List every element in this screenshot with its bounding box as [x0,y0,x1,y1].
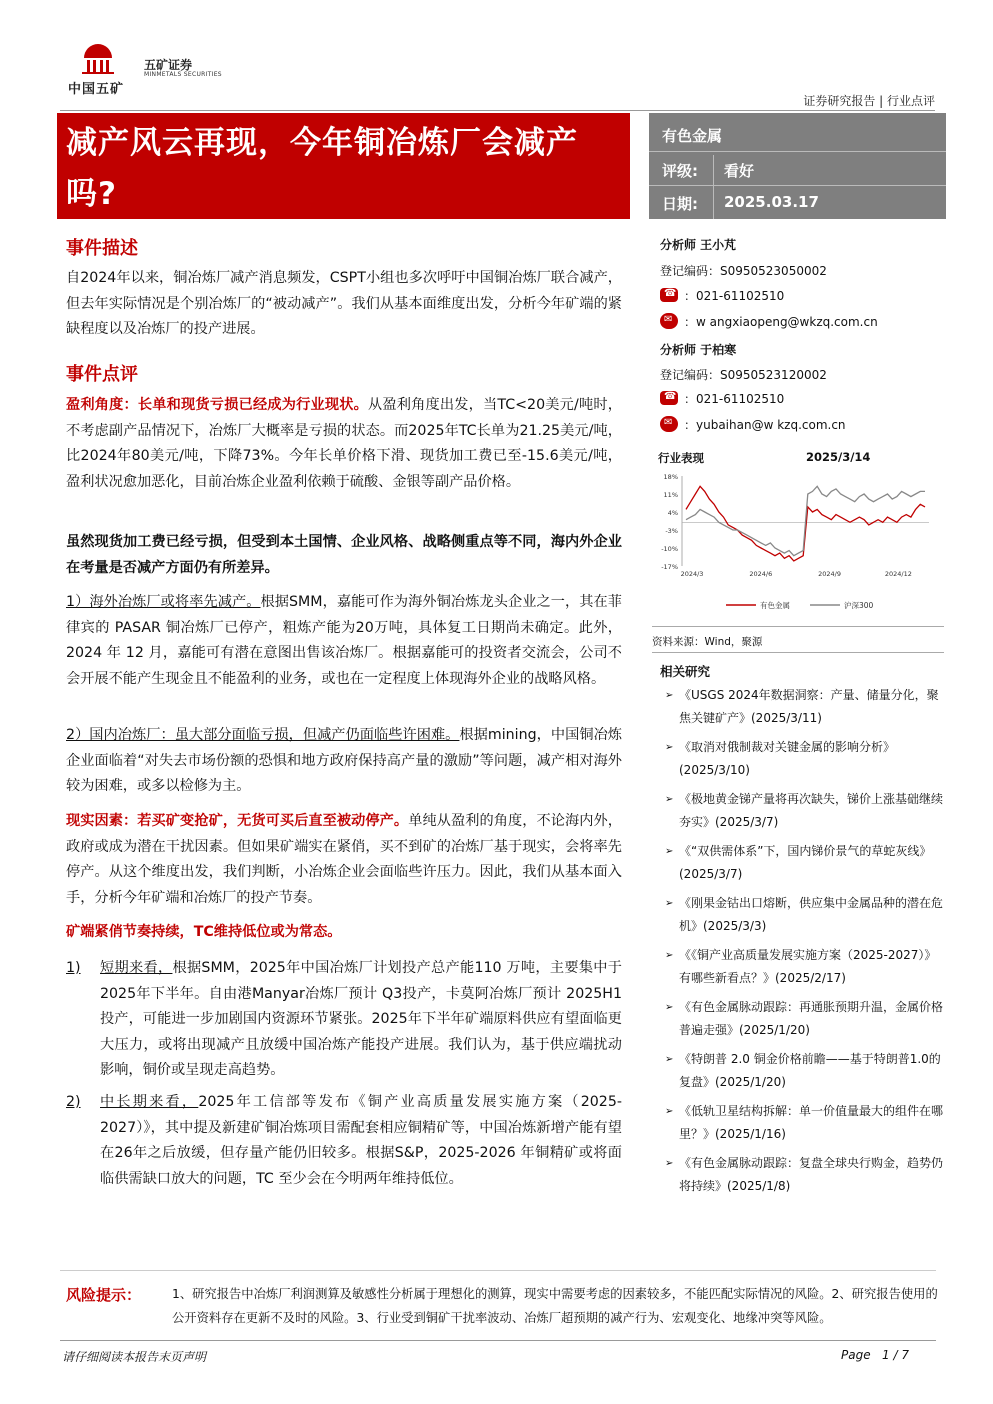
y-tick-label: -3% [665,527,678,535]
arrow-icon: ➢ [665,846,674,857]
related-item[interactable] [665,1152,945,1198]
domestic-heading: 2）国内冶炼厂：虽大部分面临亏损，但减产仍面临些许困难。 [66,727,460,743]
y-tick-label: -17% [661,563,678,571]
y-tick-label: 4% [667,509,678,517]
y-tick-label: 18% [663,473,678,481]
mine-tight-heading: 矿端紧俏节奏持续，TC维持低位或为常态。 [66,924,342,940]
difference-paragraph: 虽然现货加工费已经亏损，但受到本土国情、企业风格、战略侧重点等不同，海内外企业在考量是否减产方面仍有所差异。 [66,534,622,576]
overseas-text: 根据SMM，嘉能可作为海外铜冶炼龙头企业之一，其在菲律宾的 PASAR 铜冶炼厂已停产，粗炼产能为20万吨，具体复工日期尚未确定。此外，2024 年 12 月，嘉能可有潜在意图出售该冶炼厂。根据嘉能可的投资者交流会，公司不会开展不能产生现金且不能盈利的业务，或也在一定程度上体现海外企业的战略风格。 [66,594,622,687]
analyst-1-reg: 登记编码：S0950523050002 [660,264,827,278]
arrow-icon: ➢ [665,1106,674,1117]
domestic-text: 根据mining，中国铜冶炼企业面临着“对失去市场份额的恐惧和地方政府保持高产量的激励”等问题，减产相对海外较为困难，或多以检修为主。 [66,727,622,794]
related-item-text: 《USGS 2024年数据洞察：产量、储量分化，聚焦关键矿产》(2025/3/11) [679,688,939,725]
series-line-1 [686,486,925,555]
related-item-text: 《取消对俄制裁对关键金属的影响分析》(2025/3/10) [679,740,896,777]
reality-heading: 现实因素：若买矿变抢矿，无货可买后直至被动停产。 [66,813,409,829]
event-desc-heading: 事件描述 [66,238,138,259]
event-comment-heading: 事件点评 [66,364,138,385]
long-term-heading: 中长期来看， [100,1094,199,1110]
related-research-heading: 相关研究 [660,664,711,679]
analyst-1-email[interactable]: ：w angxiaopeng@wkzq.com.cn [684,315,878,329]
related-item[interactable] [665,840,945,886]
logo-cn-text: 中国五矿 [68,82,125,97]
arrow-icon: ➢ [665,1158,674,1169]
legend-label: 沪深300 [844,601,874,610]
x-tick-label: 2024/6 [749,570,773,578]
legend-label: 有色金属 [760,601,790,610]
related-item[interactable] [665,1048,945,1094]
reality-paragraph [66,809,622,911]
page-count: 1 / 7 [882,1348,909,1362]
broker-en-text: MINMETALS SECURITIES [144,71,222,78]
analyst-1-phone: ：021-61102510 [684,289,785,303]
arrow-icon: ➢ [665,742,674,753]
x-tick-label: 2024/3 [680,570,704,578]
rating-divider [649,151,946,152]
phone-icon [660,391,678,405]
chart-bottom-divider [652,626,944,627]
short-term-heading: 短期来看， [100,960,173,976]
arrow-icon: ➢ [665,1002,674,1013]
footer-disclaimer: 请仔细阅读本报告末页声明 [62,1350,207,1364]
related-item[interactable] [665,736,945,782]
related-item[interactable] [665,892,945,938]
chart-svg [654,446,939,616]
related-item[interactable] [665,788,945,834]
related-item-text: 《刚果金钴出口熔断，供应集中金属品种的潜在危机》(2025/3/3) [679,896,944,933]
chart-date: 2025/3/14 [806,450,871,464]
x-tick-label: 2024/12 [884,570,912,578]
related-item-text: 《低轨卫星结构拆解：单一价值量最大的组件在哪里？》(2025/1/16) [679,1104,944,1141]
related-item-text: 《“双供需体系”下，国内锑价景气的草蛇灰线》(2025/3/7) [679,844,932,881]
profit-text: 从盈利角度出发，当TC<20美元/吨时，不考虑副产品情况下，冶炼厂大概率是亏损的状态。而2025年TC长单为21.25美元/吨，比2024年80美元/吨，下降73%。今年长单价格下滑、现货加工费已至-15.6美元/吨，盈利状况愈加恶化，目前冶炼企业盈利依赖于硫酸、金银等副产品价格。 [66,397,622,490]
profit-paragraph [66,393,622,495]
short-term-num: 1) [66,960,81,976]
footer-divider [60,1340,936,1341]
header-divider [60,110,935,111]
chart-title: 行业表现 [658,451,704,465]
analyst-2-phone: ：021-61102510 [684,392,785,406]
risk-text: 1、研究报告中冶炼厂利润测算及敏感性分析属于理想化的测算，现实中需要考虑的因素较多，不能匹配实际情况的风险。2、研究报告使用的公开资料存在更新不及时的风险。3、行业受到铜矿干扰率波动、冶炼厂超预期的减产行为、宏观变化、地缘冲突等风险。 [172,1287,938,1325]
date-value: 2025.03.17 [724,193,819,211]
related-item-text: 《极地黄金锑产量将再次缺失，锑价上涨基础继续夯实》(2025/3/7) [679,792,944,829]
page-title: 减产风云再现，今年铜冶炼厂会减产吗? [66,125,578,212]
source-divider [652,652,944,653]
related-item[interactable] [665,684,945,730]
analyst-1-name: 分析师 王小芃 [660,238,737,252]
related-item-text: 《有色金属脉动跟踪：复盘全球央行购金，趋势仍将持续》(2025/1/8) [679,1156,944,1193]
arrow-icon: ➢ [665,1054,674,1065]
arrow-icon: ➢ [665,690,674,701]
x-tick-label: 2024/9 [818,570,842,578]
related-item-text: 《有色金属脉动跟踪：再通胀预期升温，金属价格普遍走强》(2025/1/20) [679,1000,944,1037]
page-label: Page [841,1348,871,1362]
long-term-text: 2025年工信部等发布《铜产业高质量发展实施方案（2025-2027）》，其中提及新建矿铜冶炼项目需配套相应铜精矿等，中国冶炼新增产能有望在26年之后放缓，但存量产能仍旧较多。根据S&P，2025-2026 年铜精矿或将面临供需缺口放大的问题，TC 至少会在今明两年维持低位。 [100,1094,622,1187]
date-divider [649,185,946,186]
overseas-heading: 1）海外冶炼厂或将率先减产。 [66,594,261,610]
y-tick-label: 11% [663,491,678,499]
y-tick-label: -10% [661,545,678,553]
domestic-paragraph [66,723,622,800]
related-item[interactable] [665,1100,945,1146]
minmetals-emblem-icon [76,40,146,80]
short-term-text: 根据SMM，2025年中国冶炼厂计划投产总产能110 万吨，主要集中于2025年下半年。自由港Manyar冶炼厂预计 Q3投产，卡莫阿冶炼厂预计 2025H1 投产，可能进一步加剧国内资源环节紧张。2025年下半年矿端原料供应有望面临更大压力，或将出现减产且放缓中国冶炼产能投产进展。我们认为，基于供应端扰动影响，铜价或呈现走高趋势。 [100,960,622,1078]
risk-divider [60,1270,936,1271]
sector-label: 有色金属 [662,127,723,145]
rating-value: 看好 [724,162,755,180]
date-label: 日期: [662,195,698,213]
industry-performance-chart [654,446,939,616]
analyst-2-name: 分析师 于柏寒 [660,343,737,357]
arrow-icon: ➢ [665,898,674,909]
related-item[interactable] [665,944,945,990]
event-desc-text: 自2024年以来，铜冶炼厂减产消息频发，CSPT小组也多次呼吁中国铜冶炼厂联合减产，但去年实际情况是个别冶炼厂的“被动减产”。我们从基本面维度出发，分析今年矿端的紧缺程度以及冶炼厂的投产进展。 [66,270,622,337]
related-item-text: 《《铜产业高质量发展实施方案（2025-2027）》有哪些新看点？》(2025/2/17) [679,948,937,985]
analyst-2-email[interactable]: ：yubaihan@w kzq.com.cn [684,418,846,432]
long-term-item [66,1090,622,1192]
profit-heading: 盈利角度：长单和现货亏损已经成为行业现状。 [66,397,368,413]
page-number [841,1348,909,1362]
risk-label: 风险提示： [66,1286,142,1304]
analyst-2-reg: 登记编码：S0950523120002 [660,368,827,382]
email-icon [660,313,678,329]
short-term-item [66,956,622,1084]
related-item-text: 《特朗普 2.0 铜金价格前瞻——基于特朗普1.0的复盘》(2025/1/20) [679,1052,941,1089]
rating-label: 评级: [662,162,698,180]
chart-source: 资料来源：Wind，聚源 [652,636,763,648]
email-icon [660,416,678,432]
overseas-paragraph [66,590,622,692]
arrow-icon: ➢ [665,794,674,805]
phone-icon [660,288,678,302]
arrow-icon: ➢ [665,950,674,961]
related-item[interactable] [665,996,945,1042]
rating-col-divider [713,155,714,219]
broker-cn-text: 五矿证券 [144,58,193,72]
report-type: 证券研究报告 | 行业点评 [803,94,935,108]
long-term-num: 2) [66,1094,81,1110]
reality-text: 单纯从盈利的角度，不论海内外，政府或成为潜在干扰因素。但如果矿端实在紧俏，买不到矿的冶炼厂基于现实，会将率先停产。从这个维度出发，我们判断，小冶炼企业会面临些许压力。因此，我们从基本面入手，分析今年矿端和冶炼厂的投产节奏。 [66,813,622,906]
